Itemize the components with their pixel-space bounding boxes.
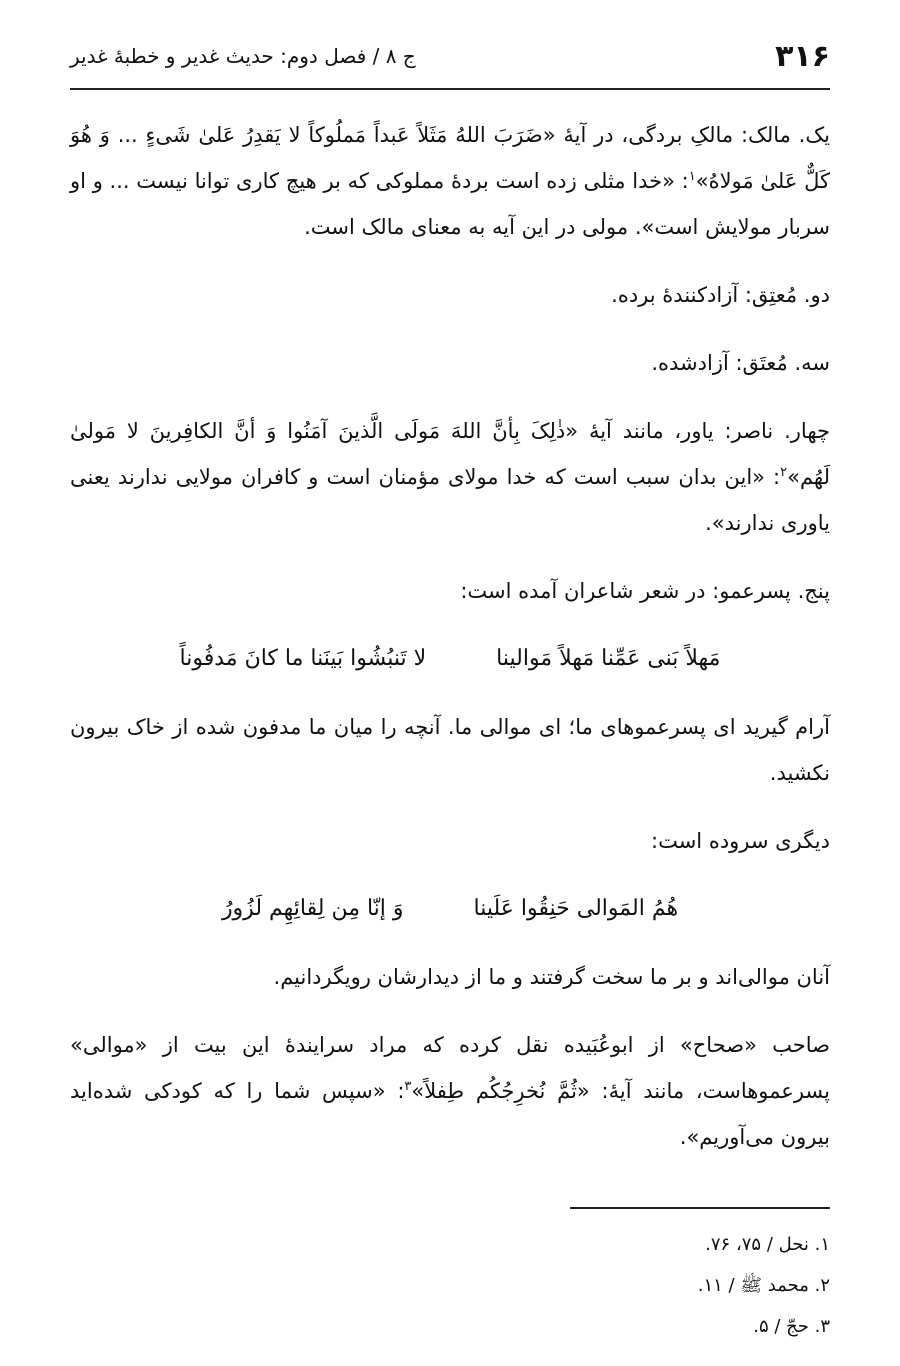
verse-2-translation: آنان موالی‌اند و بر ما سخت گرفتند و ما از دیدارشان رویگردانیم. [273,965,830,989]
footnote-2: ۲. محمد ﷺ / ۱۱. [697,1275,830,1296]
footnote-ref-2[interactable]: ۲ [780,465,788,480]
paragraph-sihah-quote: صاحب «صحاح» از ابوعُبَیده نقل کرده که مراد سرایندهٔ این بیت از «موالی» پسرعموهاست، مانند آیهٔ: «ثُمَّ نُخرِجُکُم طِفلاً»$^۳$: «سپس شما را که کودکی شده‌اید بیرون می‌آوریم». [70,1033,830,1149]
footnote-1: ۱. نحل / ۷۵، ۷۶. [705,1234,830,1255]
poem-verse-1 [70,636,830,682]
footnote-divider [570,1207,830,1209]
verse-2-second-hemistich: وَ إنّا مِن لِقائِهِم لَزُورُ [221,896,404,921]
paragraph-meaning-helper: چهار. ناصر: یاور، مانند آیهٔ «ذٰلِکَ بِأنَّ اللهَ مَولَی الَّذینَ آمَنُوا وَ أنَّ الکافِرینَ لا مَولیٰ لَهُم»$^۲$: «این بدان سبب است که خدا مولای مؤمنان است و کافران مولایی ندارند یعنی یاوری ندارند». [70,419,830,535]
verse-1-second-hemistich: لا تَنبُشُوا بَینَنا ما کانَ مَدفُوناً [179,646,427,671]
paragraph-meaning-owner: یک. مالک: مالکِ بردگی، در آیهٔ «ضَرَبَ اللهُ مَثَلاً عَبداً مَملُوکاً لا یَقدِرُ عَلیٰ شَیءٍ ... وَ هُوَ کَلٌّ عَلیٰ مَولاهُ»$^۱$: «خدا مثلی زده است بردهٔ مملوکی که بر هیچ کاری توانا نیست ... و او سربار مولایش است». مولی در این آیه به معنای مالک است. [70,123,830,239]
paragraph-meaning-freed: سه. مُعتَق: آزادشده. [651,351,830,375]
verse-2-first-hemistich: هُمُ المَوالی حَنِقُوا عَلَینا [473,896,679,921]
verse-1-translation: آرام گیرید ای پسرعموهای ما؛ ای موالی ما. آنچه را میان ما مدفون شده از خاک بیرون نکشید. [70,715,830,785]
paragraph-another-poet: دیگری سروده است: [651,829,830,853]
header-divider [70,88,830,90]
footnote-3: ۳. حجّ / ۵. [753,1316,830,1337]
verse-1-first-hemistich: مَهلاً بَنی عَمِّنا مَهلاً مَوالینا [496,646,721,671]
page-body [70,112,830,1182]
page-number: ۳۱۶ [775,38,830,74]
footnote-ref-3[interactable]: ۳ [404,1079,412,1094]
footnotes [70,1224,830,1347]
page-header [70,30,830,82]
footnote-ref-1[interactable]: ۱ [688,169,696,184]
poem-verse-2 [70,886,830,932]
paragraph-meaning-liberator: دو. مُعتِق: آزادکنندهٔ برده. [611,283,830,307]
paragraph-meaning-cousin: پنج. پسرعمو: در شعر شاعران آمده است: [460,579,830,603]
running-title: ج ۸ / فصل دوم: حدیث غدیر و خطبهٔ غدیر [70,44,416,68]
